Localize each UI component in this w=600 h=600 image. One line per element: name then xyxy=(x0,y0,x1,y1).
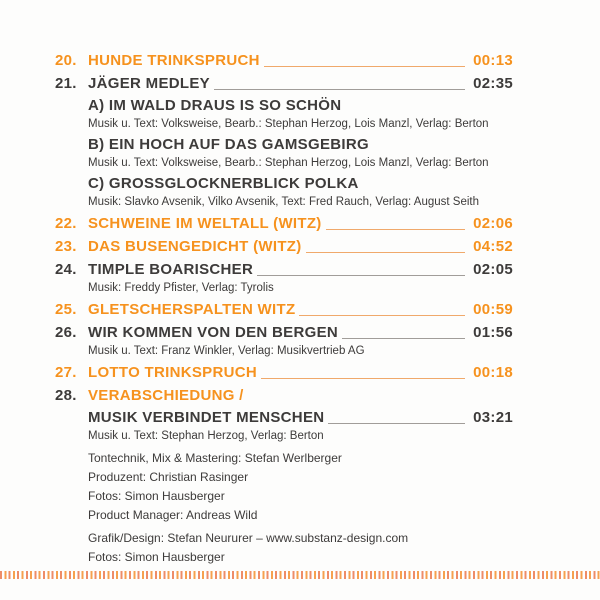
track-part-title: A) IM WALD DRAUS IS SO SCHÖN xyxy=(88,97,342,114)
leader-line xyxy=(257,275,465,276)
credits-line: Fotos: Simon Hausberger xyxy=(88,550,225,564)
credits-line: Produzent: Christian Rasinger xyxy=(88,470,249,484)
track-row-21 xyxy=(55,75,513,93)
track-row-23 xyxy=(55,238,513,256)
track-list xyxy=(55,52,513,448)
track-title: VERABSCHIEDUNG / xyxy=(88,387,244,404)
leader-line xyxy=(342,338,465,339)
track-row-28-line2 xyxy=(55,409,513,427)
track-title: WIR KOMMEN VON DEN BERGEN xyxy=(88,324,339,341)
track-time: 02:05 xyxy=(473,261,513,278)
credits-line: Tontechnik, Mix & Mastering: Stefan Werlberger xyxy=(88,451,342,465)
track-part-credit: Musik: Slavko Avsenik, Vilko Avsenik, Text: Fred Rauch, Verlag: August Seith xyxy=(88,196,479,208)
track-time: 02:35 xyxy=(473,75,513,92)
track-number: 20. xyxy=(55,52,77,69)
track-time: 03:21 xyxy=(473,409,513,426)
leader-line xyxy=(299,315,465,316)
credits-line: Grafik/Design: Stefan Neururer – www.substanz-design.com xyxy=(88,531,409,545)
track-row-20 xyxy=(55,52,513,70)
leader-line xyxy=(306,252,466,253)
track-row-26 xyxy=(55,324,513,342)
credits-line: Product Manager: Andreas Wild xyxy=(88,508,258,522)
track-part-credit: Musik u. Text: Volksweise, Bearb.: Stephan Herzog, Lois Manzl, Verlag: Berton xyxy=(88,118,489,130)
track-time: 00:59 xyxy=(473,301,513,318)
track-row-27 xyxy=(55,364,513,382)
striped-border-bottom xyxy=(0,571,600,579)
track-part-title: B) EIN HOCH AUF DAS GAMSGEBIRG xyxy=(88,136,369,153)
credits-line: Fotos: Simon Hausberger xyxy=(88,489,225,503)
leader-line xyxy=(326,229,466,230)
track-title: GLETSCHERSPALTEN WITZ xyxy=(88,301,296,318)
track-number: 25. xyxy=(55,301,77,318)
track-part-title: C) GROSSGLOCKNERBLICK POLKA xyxy=(88,175,359,192)
track-number: 28. xyxy=(55,387,77,404)
track-credit: Musik u. Text: Stephan Herzog, Verlag: Berton xyxy=(88,430,324,442)
leader-line xyxy=(214,89,465,90)
track-credit: Musik: Freddy Pfister, Verlag: Tyrolis xyxy=(88,282,274,294)
leader-line xyxy=(264,66,465,67)
track-number: 23. xyxy=(55,238,77,255)
track-time: 00:13 xyxy=(473,52,513,69)
track-credit: Musik u. Text: Franz Winkler, Verlag: Musikvertrieb AG xyxy=(88,345,365,357)
track-part-credit: Musik u. Text: Volksweise, Bearb.: Stephan Herzog, Lois Manzl, Verlag: Berton xyxy=(88,157,489,169)
track-number: 24. xyxy=(55,261,77,278)
track-row-22 xyxy=(55,215,513,233)
production-credits xyxy=(88,449,408,567)
track-title: TIMPLE BOARISCHER xyxy=(88,261,254,278)
track-number: 22. xyxy=(55,215,77,232)
track-time: 04:52 xyxy=(473,238,513,255)
track-time: 01:56 xyxy=(473,324,513,341)
leader-line xyxy=(261,378,465,379)
track-time: 02:06 xyxy=(473,215,513,232)
track-row-24 xyxy=(55,261,513,279)
track-title: DAS BUSENGEDICHT (WITZ) xyxy=(88,238,302,255)
leader-line xyxy=(328,423,465,424)
track-title: LOTTO TRINKSPRUCH xyxy=(88,364,257,381)
track-number: 26. xyxy=(55,324,77,341)
track-title: MUSIK VERBINDET MENSCHEN xyxy=(88,409,325,426)
track-row-25 xyxy=(55,301,513,319)
track-number: 27. xyxy=(55,364,77,381)
track-title: JÄGER MEDLEY xyxy=(88,75,210,92)
track-number: 21. xyxy=(55,75,77,92)
track-row-28-line1 xyxy=(55,387,513,405)
track-time: 00:18 xyxy=(473,364,513,381)
track-title: SCHWEINE IM WELTALL (WITZ) xyxy=(88,215,322,232)
track-title: HUNDE TRINKSPRUCH xyxy=(88,52,260,69)
